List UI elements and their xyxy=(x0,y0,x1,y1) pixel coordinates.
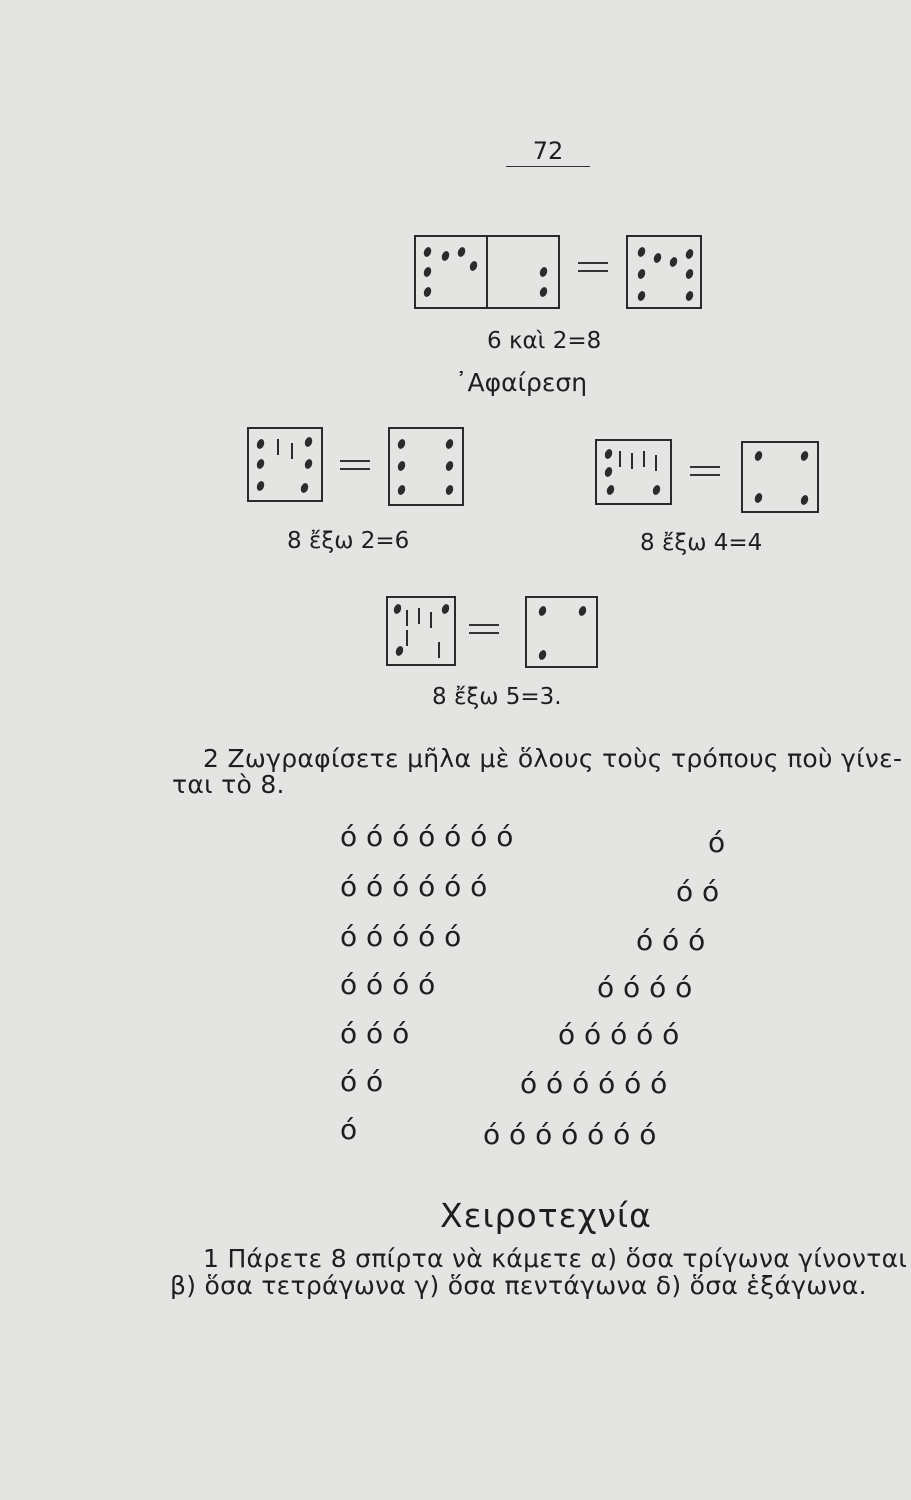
dot xyxy=(669,256,679,268)
dot xyxy=(685,268,695,280)
dot xyxy=(304,436,314,448)
equals-sign xyxy=(340,460,370,470)
subtraction-heading: ᾿Αφαίρεση xyxy=(455,368,588,397)
equals-sign xyxy=(690,466,720,476)
domino-eight-minus-two xyxy=(247,427,323,502)
crossed-out-mark xyxy=(655,455,657,471)
equals-sign xyxy=(578,262,608,272)
apple-row: ό ό ό ό ό ό ό xyxy=(340,820,514,853)
dot xyxy=(539,286,549,298)
dot xyxy=(445,460,455,472)
crossed-out-mark xyxy=(406,630,408,646)
domino-three xyxy=(525,596,598,668)
crafts-line-1: 1 Πάρετε 8 σπίρτα νὰ κάμετε α) ὅσα τρίγωνα γίνονται xyxy=(203,1244,908,1273)
dot xyxy=(445,438,455,450)
dot xyxy=(637,290,647,302)
subtraction-caption-five: 8 ἔξω 5=3. xyxy=(432,684,562,710)
domino-six-and-two xyxy=(414,235,560,309)
dot xyxy=(539,266,549,278)
apple-row: ό xyxy=(340,1113,358,1146)
dot xyxy=(653,252,663,264)
dot xyxy=(754,492,764,504)
crossed-out-mark xyxy=(438,642,440,658)
apple-row: ό ό ό ό xyxy=(597,971,693,1004)
apple-row: ό ό ό ό ό xyxy=(340,920,462,953)
apple-row: ό xyxy=(708,826,726,859)
crafts-title: Χειροτεχνία xyxy=(440,1196,652,1235)
apple-row: ό ό ό ό ό ό ό xyxy=(483,1118,657,1151)
dot xyxy=(397,484,407,496)
apple-row: ό ό ό ό ό ό xyxy=(520,1067,668,1100)
dot xyxy=(441,250,451,262)
dot xyxy=(457,246,467,258)
subtraction-caption-four: 8 ἔξω 4=4 xyxy=(640,530,763,556)
dot xyxy=(800,494,810,506)
crossed-out-mark xyxy=(277,439,279,455)
subtraction-caption-two: 8 ἔξω 2=6 xyxy=(287,528,410,554)
dot xyxy=(423,286,433,298)
domino-four xyxy=(741,441,819,513)
dot xyxy=(469,260,479,272)
dot xyxy=(604,466,614,478)
crossed-out-mark xyxy=(619,451,621,467)
dot xyxy=(685,290,695,302)
apple-row: ό ό ό xyxy=(340,1017,410,1050)
domino-eight xyxy=(626,235,702,309)
dot xyxy=(604,448,614,460)
crossed-out-mark xyxy=(418,608,420,624)
page-number: 72 xyxy=(506,138,590,167)
exercise-line-1: 2 Ζωγραφίσετε μῆλα μὲ ὅλους τοὺς τρόπους ποὺ γίνε- xyxy=(203,744,903,773)
crafts-line-2: β) ὅσα τετράγωνα γ) ὅσα πεντάγωνα δ) ὅσα ἑξάγωνα. xyxy=(170,1271,867,1300)
dot xyxy=(395,645,405,657)
dot xyxy=(256,480,266,492)
dot xyxy=(538,605,548,617)
dot xyxy=(637,268,647,280)
apple-row: ό ό ό ό ό xyxy=(558,1018,680,1051)
crossed-out-mark xyxy=(291,443,293,459)
apple-row: ό ό ό ό ό ό xyxy=(340,870,488,903)
dot xyxy=(445,484,455,496)
dot xyxy=(652,484,662,496)
dot xyxy=(300,482,310,494)
crossed-out-mark xyxy=(430,612,432,628)
domino-six xyxy=(388,427,464,506)
apple-row: ό ό xyxy=(676,875,720,908)
dot xyxy=(578,605,588,617)
dot xyxy=(800,450,810,462)
domino-eight-minus-five xyxy=(386,596,456,666)
dot xyxy=(441,603,451,615)
dot xyxy=(754,450,764,462)
apple-row: ό ό xyxy=(340,1065,384,1098)
domino-divider xyxy=(486,237,488,307)
apple-row: ό ό ό xyxy=(636,924,706,957)
dot xyxy=(423,246,433,258)
dot xyxy=(397,438,407,450)
dot xyxy=(538,649,548,661)
dot xyxy=(256,458,266,470)
apple-row: ό ό ό ό xyxy=(340,968,436,1001)
dot xyxy=(393,603,403,615)
dot xyxy=(606,484,616,496)
equals-sign xyxy=(469,624,499,634)
crossed-out-mark xyxy=(631,453,633,469)
dot xyxy=(637,246,647,258)
dot xyxy=(397,460,407,472)
dot xyxy=(685,248,695,260)
addition-caption: 6 καὶ 2=8 xyxy=(487,328,602,354)
crossed-out-mark xyxy=(406,610,408,626)
exercise-line-2: ται τὸ 8. xyxy=(172,770,285,799)
crossed-out-mark xyxy=(643,451,645,467)
dot xyxy=(256,438,266,450)
dot xyxy=(423,266,433,278)
dot xyxy=(304,458,314,470)
domino-eight-minus-four xyxy=(595,439,672,505)
